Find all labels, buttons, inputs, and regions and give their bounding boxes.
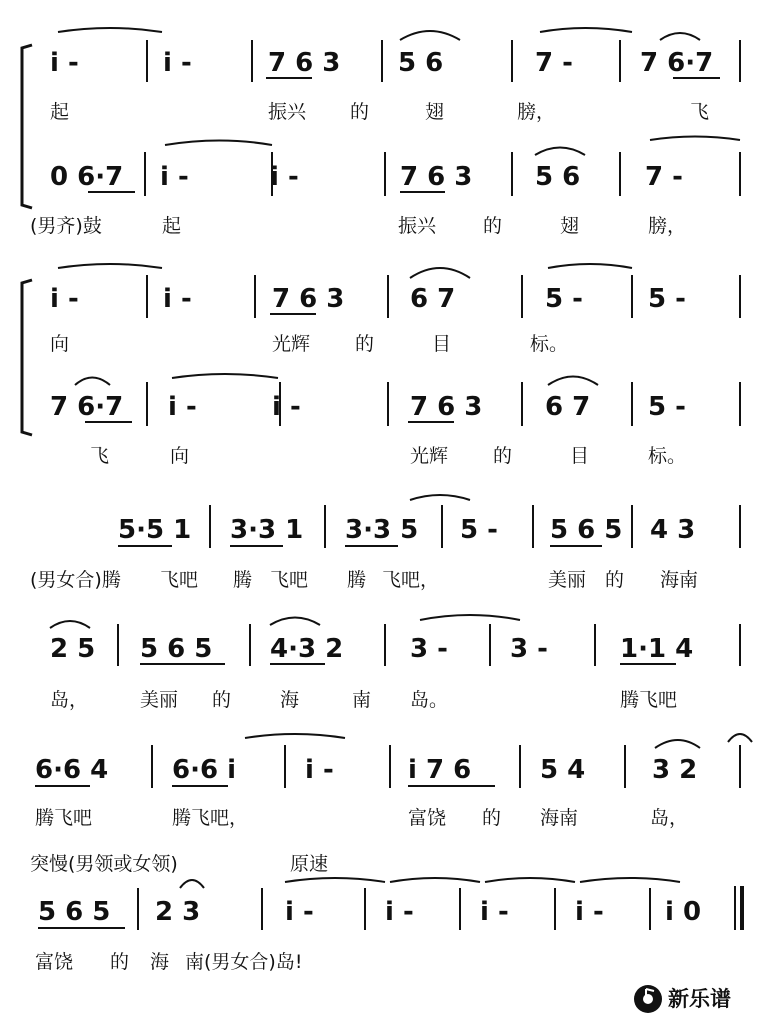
measure: 5 - — [648, 392, 686, 422]
lyric: 起 — [50, 101, 70, 123]
measure: i - — [385, 897, 414, 927]
measure: 7 - — [645, 162, 683, 192]
measure: i - — [480, 897, 509, 927]
site-logo — [632, 983, 762, 1015]
measure: 6·6 i — [172, 755, 237, 785]
lyric: 标。 — [648, 445, 687, 467]
lyric: 腾飞吧 — [620, 689, 678, 711]
measure: i - — [285, 897, 314, 927]
lyric: 向 — [50, 333, 70, 355]
lyric: 岛， — [650, 807, 689, 829]
measure: i - — [50, 48, 79, 78]
measure: 5 6 5 — [38, 897, 111, 927]
measure: 7 6 3 — [410, 392, 483, 422]
lyric: 翅 — [560, 215, 580, 237]
lyric: 南 — [352, 689, 372, 711]
measure: 7 6·7 — [50, 392, 124, 422]
measure: i - — [270, 162, 299, 192]
measure: 5 6 5 — [140, 634, 213, 664]
lyric: 海南 — [660, 569, 699, 591]
lyric: (男齐)鼓 — [30, 215, 102, 237]
music-disc-icon — [632, 983, 664, 1015]
measure: i 7 6 — [408, 755, 472, 785]
lyric: 美丽 — [548, 569, 587, 591]
measure: 3 - — [510, 634, 548, 664]
lyric: 岛， — [50, 689, 89, 711]
lyric: 的 — [605, 569, 625, 591]
measure: 4·3 2 — [270, 634, 344, 664]
logo-text: 新乐谱 — [668, 987, 731, 1011]
lyric: 目 — [570, 445, 590, 467]
measure: 5 6 5 — [550, 515, 623, 545]
measure: 7 6 3 — [268, 48, 341, 78]
tempo-marking-slow: 突慢(男领或女领) — [30, 853, 178, 875]
measure: 1·1 4 — [620, 634, 694, 664]
measure: 3·3 5 — [345, 515, 419, 545]
lyric: 翅 — [425, 101, 445, 123]
lyric: 飞吧 — [160, 569, 199, 591]
lyric: 海 — [280, 689, 300, 711]
measure: 6·6 4 — [35, 755, 109, 785]
lyric: 飞吧， — [382, 569, 440, 591]
measure: 6 7 — [410, 284, 456, 314]
lyric: (男女合)腾 — [30, 569, 121, 591]
system-bracket — [22, 280, 32, 435]
measure: 3 - — [410, 634, 448, 664]
lyric: 的 — [482, 807, 502, 829]
measure: i - — [163, 48, 192, 78]
lyric: 标。 — [530, 333, 569, 355]
measure: 3·3 1 — [230, 515, 304, 545]
lyric: 膀， — [517, 101, 556, 123]
lyric: 美丽 — [140, 689, 179, 711]
lyric: 海 — [150, 951, 170, 973]
measure: 3 2 — [652, 755, 698, 785]
measure: 2 5 — [50, 634, 96, 664]
measure: 5 - — [545, 284, 583, 314]
lyric: 起 — [162, 215, 182, 237]
lyric: 岛。 — [410, 689, 449, 711]
measure: 7 - — [535, 48, 573, 78]
measure: i - — [163, 284, 192, 314]
measure: 5 4 — [540, 755, 586, 785]
tempo-marking-original: 原速 — [290, 853, 329, 875]
measure: 5 - — [460, 515, 498, 545]
measure: 6 7 — [545, 392, 591, 422]
lyric: 的 — [212, 689, 232, 711]
measure: 5 6 — [535, 162, 581, 192]
measure: 5 - — [648, 284, 686, 314]
lyric: 腾飞吧， — [172, 807, 249, 829]
lyric: 光辉 — [272, 333, 311, 355]
lyric: 的 — [355, 333, 375, 355]
lyric: 光辉 — [410, 445, 449, 467]
lyric: 腾 — [233, 569, 253, 591]
system-bracket — [22, 45, 32, 208]
measure: i - — [575, 897, 604, 927]
lyric: 膀， — [648, 215, 687, 237]
measure: 4 3 — [650, 515, 696, 545]
lyric: 富饶 — [35, 951, 74, 973]
lyric: 的 — [493, 445, 513, 467]
lyric: 飞 — [690, 101, 710, 123]
measure: 7 6·7 — [640, 48, 714, 78]
lyric: 目 — [432, 333, 452, 355]
lyric: 海南 — [540, 807, 579, 829]
measure: 7 6 3 — [400, 162, 473, 192]
lyric: 腾 — [347, 569, 367, 591]
lyric: 飞 — [90, 445, 110, 467]
measure: i - — [50, 284, 79, 314]
measure: 5 6 — [398, 48, 444, 78]
measure: 0 6·7 — [50, 162, 124, 192]
measure: 2 3 — [155, 897, 201, 927]
measure: 7 6 3 — [272, 284, 345, 314]
lyric: 腾飞吧 — [35, 807, 93, 829]
measure: i - — [168, 392, 197, 422]
measure: i - — [305, 755, 334, 785]
lyric: 向 — [170, 445, 190, 467]
measure: i - — [272, 392, 301, 422]
lyric: 的 — [350, 101, 370, 123]
measure: 5·5 1 — [118, 515, 192, 545]
lyric: 的 — [110, 951, 130, 973]
lyric: 的 — [483, 215, 503, 237]
measure: i 0 — [665, 897, 702, 927]
lyric: 振兴 — [398, 215, 437, 237]
lyric: 振兴 — [268, 101, 307, 123]
lyric: 飞吧 — [270, 569, 309, 591]
measure: i - — [160, 162, 189, 192]
lyric: 富饶 — [408, 807, 447, 829]
lyric: 南(男女合)岛! — [185, 951, 303, 973]
